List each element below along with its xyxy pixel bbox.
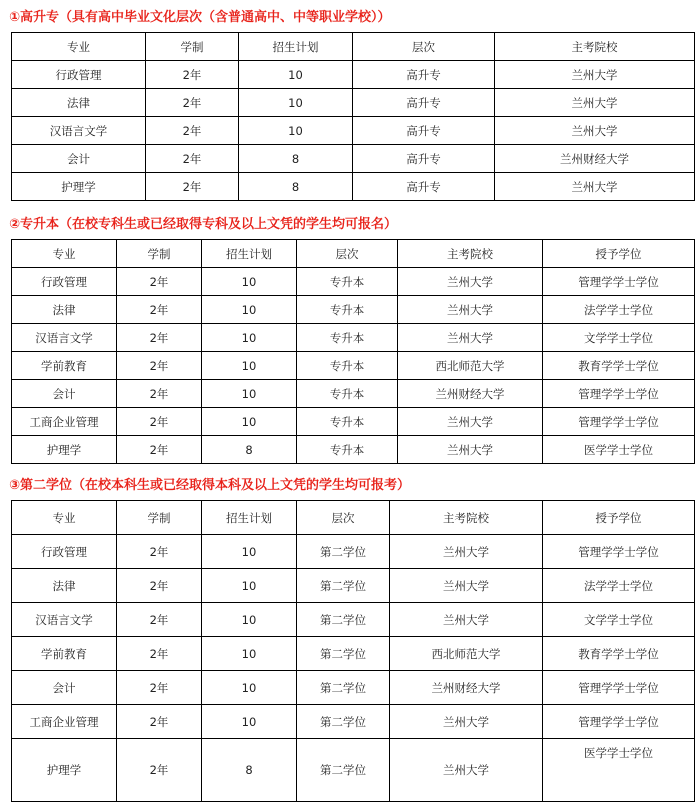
table-cell: 第二学位 [297, 603, 390, 637]
table-cell: 2年 [117, 569, 202, 603]
table-cell: 兰州大学 [398, 296, 543, 324]
table-cell: 2年 [117, 739, 202, 802]
table-cell: 2年 [117, 408, 202, 436]
table-cell: 管理学学士学位 [543, 671, 695, 705]
table-cell: 兰州大学 [390, 535, 543, 569]
table-cell: 10 [239, 89, 353, 117]
table-cell: 西北师范大学 [390, 637, 543, 671]
table-cell: 10 [239, 61, 353, 89]
table-cell: 2年 [117, 637, 202, 671]
table-cell: 会计 [12, 380, 117, 408]
header-cell: 主考院校 [390, 501, 543, 535]
header-cell: 授予学位 [543, 240, 695, 268]
table-cell: 2年 [117, 352, 202, 380]
table-cell: 第二学位 [297, 671, 390, 705]
table-cell: 兰州大学 [495, 117, 695, 145]
table-cell: 8 [239, 145, 353, 173]
header-cell: 授予学位 [543, 501, 695, 535]
table-row [12, 324, 695, 352]
table-cell: 汉语言文学 [12, 117, 146, 145]
table-cell: 10 [202, 603, 297, 637]
table-row [12, 89, 695, 117]
table-header-row [12, 33, 695, 61]
table-cell: 会计 [12, 145, 146, 173]
table-cell: 第二学位 [297, 535, 390, 569]
table-cell: 专升本 [297, 268, 398, 296]
table-cell: 医学学士学位 [543, 739, 695, 802]
table-cell: 10 [202, 268, 297, 296]
table-cell: 2年 [117, 436, 202, 464]
table-row [12, 408, 695, 436]
table-row [12, 739, 695, 802]
table-cell: 专升本 [297, 408, 398, 436]
table-cell: 2年 [146, 173, 239, 201]
table-cell: 教育学学士学位 [543, 637, 695, 671]
header-cell: 主考院校 [495, 33, 695, 61]
table-cell: 文学学士学位 [543, 324, 695, 352]
table-cell: 教育学学士学位 [543, 352, 695, 380]
table-row [12, 603, 695, 637]
section-2-title: ②专升本（在校专科生或已经取得专科及以上文凭的学生均可报名） [9, 217, 398, 232]
table-cell: 2年 [146, 117, 239, 145]
table-cell: 护理学 [12, 436, 117, 464]
table-cell: 管理学学士学位 [543, 408, 695, 436]
header-cell: 招生计划 [202, 501, 297, 535]
table-cell: 兰州大学 [390, 569, 543, 603]
table-header-row [12, 240, 695, 268]
table-cell: 兰州大学 [390, 705, 543, 739]
table-row [12, 268, 695, 296]
table-row [12, 117, 695, 145]
table-cell: 高升专 [353, 145, 495, 173]
table-row [12, 535, 695, 569]
header-cell: 学制 [117, 240, 202, 268]
table-cell: 兰州大学 [495, 173, 695, 201]
table-row [12, 671, 695, 705]
table-header-row [12, 501, 695, 535]
table-cell: 第二学位 [297, 637, 390, 671]
table-cell: 管理学学士学位 [543, 268, 695, 296]
table-row [12, 145, 695, 173]
table-cell: 第二学位 [297, 705, 390, 739]
header-cell: 层次 [353, 33, 495, 61]
table-cell: 行政管理 [12, 535, 117, 569]
table-cell: 兰州财经大学 [495, 145, 695, 173]
table-cell: 专升本 [297, 296, 398, 324]
table-cell: 2年 [146, 145, 239, 173]
table-cell: 8 [239, 173, 353, 201]
table-row [12, 380, 695, 408]
table-row [12, 352, 695, 380]
table-cell: 行政管理 [12, 61, 146, 89]
table-row [12, 705, 695, 739]
table-cell: 2年 [117, 603, 202, 637]
table-cell: 文学学士学位 [543, 603, 695, 637]
table-cell: 10 [202, 408, 297, 436]
table-cell: 10 [202, 380, 297, 408]
table-cell: 10 [239, 117, 353, 145]
table-cell: 管理学学士学位 [543, 535, 695, 569]
table-cell: 第二学位 [297, 569, 390, 603]
table-cell: 兰州财经大学 [390, 671, 543, 705]
table-cell: 2年 [117, 296, 202, 324]
table-row [12, 61, 695, 89]
table-cell: 工商企业管理 [12, 705, 117, 739]
table-cell: 第二学位 [297, 739, 390, 802]
table-cell: 管理学学士学位 [543, 380, 695, 408]
table-cell: 兰州大学 [398, 268, 543, 296]
table-row [12, 296, 695, 324]
table-cell: 8 [202, 436, 297, 464]
table-cell: 法律 [12, 569, 117, 603]
table-cell: 学前教育 [12, 352, 117, 380]
table-cell: 法律 [12, 89, 146, 117]
table-cell: 兰州大学 [398, 324, 543, 352]
table-row [12, 173, 695, 201]
table-cell: 兰州大学 [390, 739, 543, 802]
table-cell: 管理学学士学位 [543, 705, 695, 739]
table-cell: 行政管理 [12, 268, 117, 296]
header-cell: 专业 [12, 33, 146, 61]
header-cell: 专业 [12, 501, 117, 535]
header-cell: 学制 [146, 33, 239, 61]
header-cell: 主考院校 [398, 240, 543, 268]
table-zhuanshengben [11, 239, 695, 464]
header-cell: 招生计划 [239, 33, 353, 61]
table-cell: 专升本 [297, 352, 398, 380]
table-cell: 兰州大学 [390, 603, 543, 637]
table-row [12, 436, 695, 464]
table-cell: 10 [202, 324, 297, 352]
table-cell: 2年 [117, 380, 202, 408]
table-dierxuewei [11, 500, 695, 802]
table-cell: 2年 [117, 324, 202, 352]
table-cell: 2年 [146, 61, 239, 89]
table-cell: 8 [202, 739, 297, 802]
table-cell: 兰州大学 [495, 89, 695, 117]
table-cell: 10 [202, 637, 297, 671]
table-cell: 10 [202, 296, 297, 324]
table-cell: 医学学士学位 [543, 436, 695, 464]
table-cell: 10 [202, 671, 297, 705]
table-cell: 高升专 [353, 117, 495, 145]
table-cell: 兰州大学 [398, 436, 543, 464]
table-cell: 法律 [12, 296, 117, 324]
table-cell: 汉语言文学 [12, 603, 117, 637]
table-cell: 10 [202, 535, 297, 569]
section-3-title: ③第二学位（在校本科生或已经取得本科及以上文凭的学生均可报考） [9, 478, 411, 493]
table-cell: 10 [202, 569, 297, 603]
table-cell: 西北师范大学 [398, 352, 543, 380]
table-cell: 兰州大学 [398, 408, 543, 436]
table-gaoshengzhuan [11, 32, 695, 201]
header-cell: 招生计划 [202, 240, 297, 268]
table-cell: 10 [202, 705, 297, 739]
table-cell: 专升本 [297, 380, 398, 408]
table-cell: 2年 [117, 268, 202, 296]
table-cell: 会计 [12, 671, 117, 705]
table-cell: 兰州财经大学 [398, 380, 543, 408]
table-cell: 工商企业管理 [12, 408, 117, 436]
table-row [12, 637, 695, 671]
section-1-title: ①高升专（具有高中毕业文化层次（含普通高中、中等职业学校）） [9, 10, 391, 25]
table-cell: 高升专 [353, 89, 495, 117]
table-cell: 专升本 [297, 436, 398, 464]
table-cell: 2年 [117, 535, 202, 569]
table-cell: 高升专 [353, 173, 495, 201]
table-cell: 护理学 [12, 739, 117, 802]
table-cell: 高升专 [353, 61, 495, 89]
table-cell: 法学学士学位 [543, 296, 695, 324]
header-cell: 层次 [297, 501, 390, 535]
table-cell: 兰州大学 [495, 61, 695, 89]
header-cell: 专业 [12, 240, 117, 268]
table-cell: 学前教育 [12, 637, 117, 671]
table-cell: 护理学 [12, 173, 146, 201]
table-cell: 10 [202, 352, 297, 380]
table-cell: 法学学士学位 [543, 569, 695, 603]
table-cell: 2年 [117, 671, 202, 705]
header-cell: 层次 [297, 240, 398, 268]
table-cell: 汉语言文学 [12, 324, 117, 352]
table-cell: 2年 [117, 705, 202, 739]
table-cell: 专升本 [297, 324, 398, 352]
table-row [12, 569, 695, 603]
table-cell: 2年 [146, 89, 239, 117]
header-cell: 学制 [117, 501, 202, 535]
